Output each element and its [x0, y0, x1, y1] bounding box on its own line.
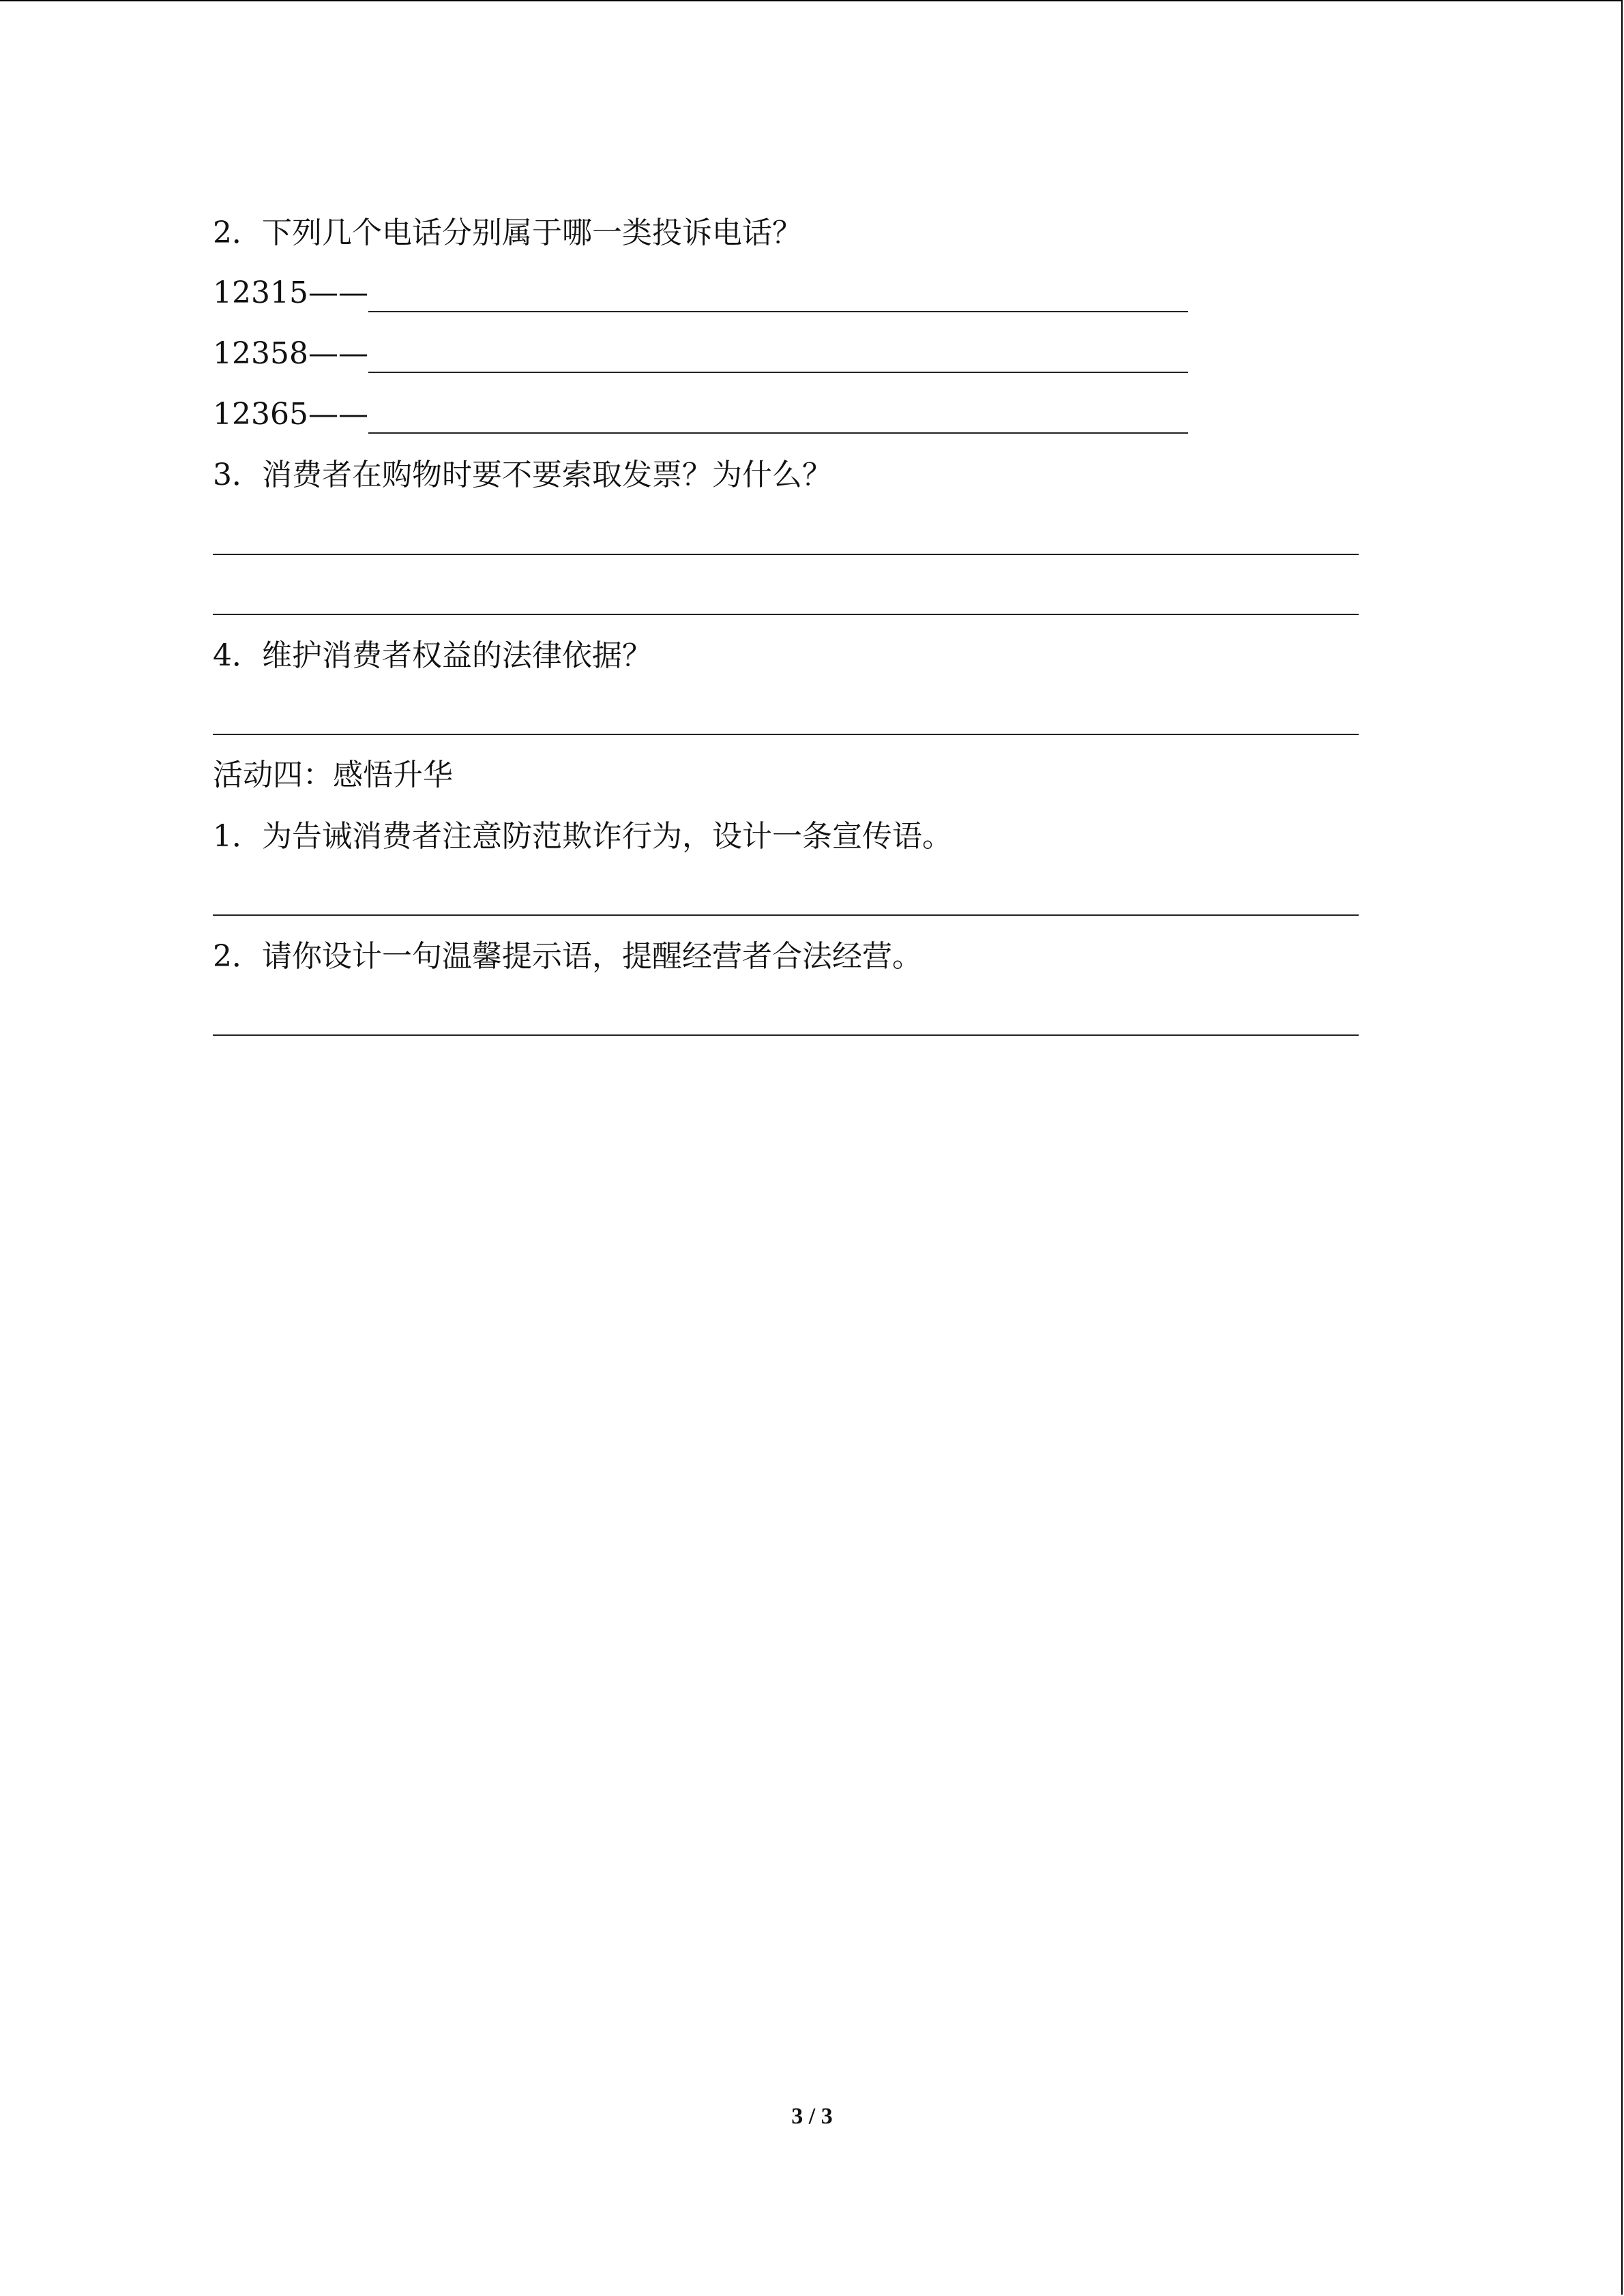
phone-label: 12365——: [213, 397, 368, 432]
phone-label: 12315——: [213, 275, 368, 310]
answer-blank[interactable]: [368, 372, 1188, 373]
activity-4-item-2: 2．请你设计一句温馨提示语，提醒经营者合法经营。: [213, 939, 922, 974]
phone-row-12358: [213, 333, 1188, 374]
answer-line[interactable]: [213, 734, 1359, 735]
answer-line[interactable]: [213, 1034, 1359, 1036]
answer-line[interactable]: [213, 914, 1359, 916]
page-number: 3 / 3: [791, 2104, 833, 2129]
activity-4-heading: 活动四：感悟升华: [213, 758, 453, 792]
answer-line[interactable]: [213, 554, 1359, 555]
question-3: 3．消费者在购物时要不要索取发票？为什么？: [213, 458, 832, 492]
phone-label: 12358——: [213, 336, 368, 371]
phone-row-12365: [213, 394, 1188, 435]
activity-4-item-1: 1．为告诫消费者注意防范欺诈行为，设计一条宣传语。: [213, 819, 952, 854]
question-2: 2．下列几个电话分别属于哪一类投诉电话？: [213, 215, 802, 250]
answer-line[interactable]: [213, 614, 1359, 615]
phone-row-12315: [213, 273, 1188, 314]
answer-blank[interactable]: [368, 311, 1188, 312]
question-4: 4．维护消费者权益的法律依据？: [213, 638, 652, 673]
answer-blank[interactable]: [368, 432, 1188, 434]
